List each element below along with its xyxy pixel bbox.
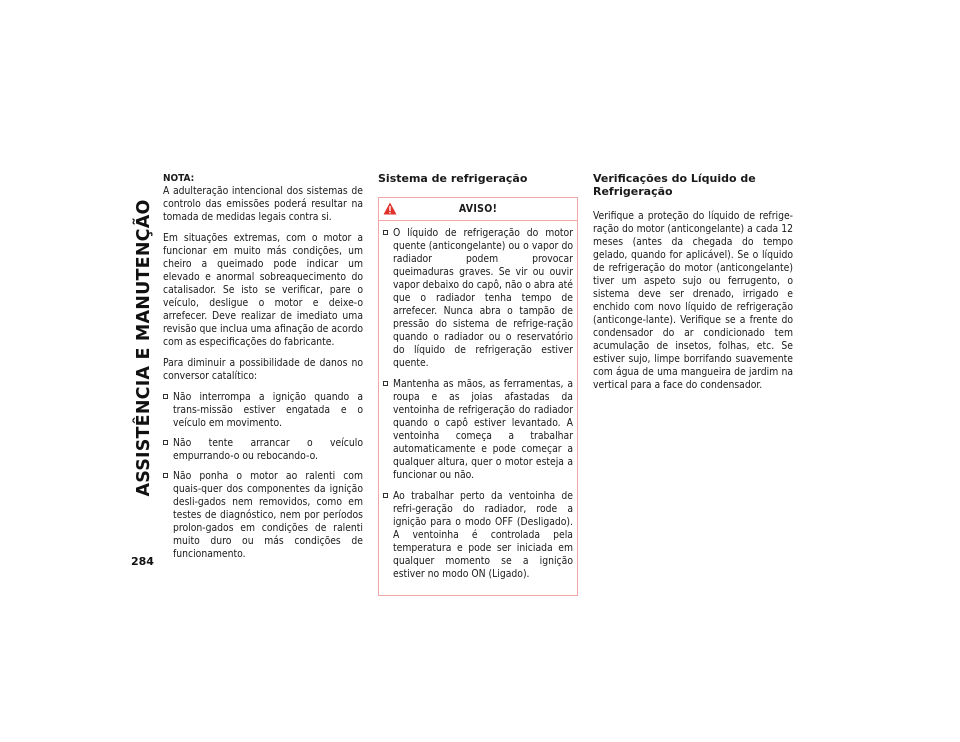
overheat-paragraph: Em situações extremas, com o motor a funcionar em muito más condições, um cheiro a queimado pode indicar um elevado e anormal sobreaquecimento do catalisador. Se isto se verificar, pare o veículo, desligue o motor e deixe-o arrefecer. Deve realizar de imediato uma revisão que inclua uma afinação de acordo com as especificações do fabricante. (163, 232, 363, 348)
note-text: A adulteração intencional dos sistemas de controlo das emissões poderá resultar na tomada de medidas legais contra si. (163, 185, 363, 223)
column-middle (378, 172, 578, 596)
square-bullet-icon (383, 493, 388, 498)
page-number: 284 (131, 555, 154, 568)
warning-box (378, 197, 578, 596)
column-left (163, 172, 363, 568)
cooling-system-heading: Sistema de refrigeração (378, 172, 528, 185)
coolant-checks-heading: Verificações do Líquido de Refrigeração (593, 172, 756, 198)
list-item: O líquido de refrigeração do motor quente (anticongelante) ou o vapor do radiador podem provocar queimaduras graves. Se vir ou ouvir vapor debaixo do capô, não o abra até que o radiador tenha tempo de arrefecer. Nunca abra o tampão de pressão do sistema de refrige-ração quando o radiador ou o reservatório do líquido de refrigeração estiver quente. (383, 227, 573, 370)
warning-triangle-icon (383, 202, 397, 215)
note-label: NOTA: (163, 173, 195, 184)
warning-title: AVISO! (458, 203, 498, 215)
catalytic-intro-paragraph: Para diminuir a possibilidade de danos no conversor catalítico: (163, 357, 363, 382)
list-item: Não ponha o motor ao ralenti com quais-quer dos componentes da ignição desli-gados nem removidos, como em testes de diagnóstico, nem por períodos prolon-gados em condições de ralenti muito duro ou más condições de funcionamento. (163, 470, 363, 561)
section-side-title (131, 160, 157, 536)
coolant-checks-paragraph: Verifique a proteção do líquido de refrige-ração do motor (anticongelante) a cada 12 meses (antes da chegada do tempo gelado, quando for aplicável). Se o líquido de refrigeração do motor (anticongelante) tiver um aspeto sujo ou ferrugento, o sistema deve ser drenado, irrigado e enchido com novo líquido de refrigeração (anticonge-lante). Verifique se a frente do condensador do ar condicionado tem acumulação de insetos, folhas, etc. Se estiver sujo, limpe borrifando suavemente com água de uma mangueira de jardim na vertical para a face do condensador. (593, 210, 793, 391)
square-bullet-icon (383, 381, 388, 386)
list-item: Ao trabalhar perto da ventoinha de refri-geração do radiador, rode a ignição para o modo OFF (Desligado). A ventoinha é controlada pela temperatura e pode ser iniciada em qualquer momento se a ignição estiver no modo ON (Ligado). (383, 490, 573, 581)
warning-header (379, 198, 577, 221)
catalytic-bullet-list (163, 391, 363, 561)
square-bullet-icon (163, 440, 168, 445)
column-right (593, 172, 793, 400)
warning-bullet-list (383, 227, 573, 581)
square-bullet-icon (383, 230, 388, 235)
list-item: Não interrompa a ignição quando a trans-missão estiver engatada e o veículo em movimento. (163, 391, 363, 430)
square-bullet-icon (163, 473, 168, 478)
square-bullet-icon (163, 394, 168, 399)
list-item: Mantenha as mãos, as ferramentas, a roupa e as joias afastadas da ventoinha de refrigeração do radiador quando o capô estiver levantado. A ventoinha começa a trabalhar automaticamente e pode começar a qualquer altura, quer o motor esteja a funcionar ou não. (383, 378, 573, 482)
list-item: Não tente arrancar o veículo empurrando-o ou rebocando-o. (163, 437, 363, 463)
section-side-title-text: ASSISTÊNCIA E MANUTENÇÃO (134, 199, 154, 497)
